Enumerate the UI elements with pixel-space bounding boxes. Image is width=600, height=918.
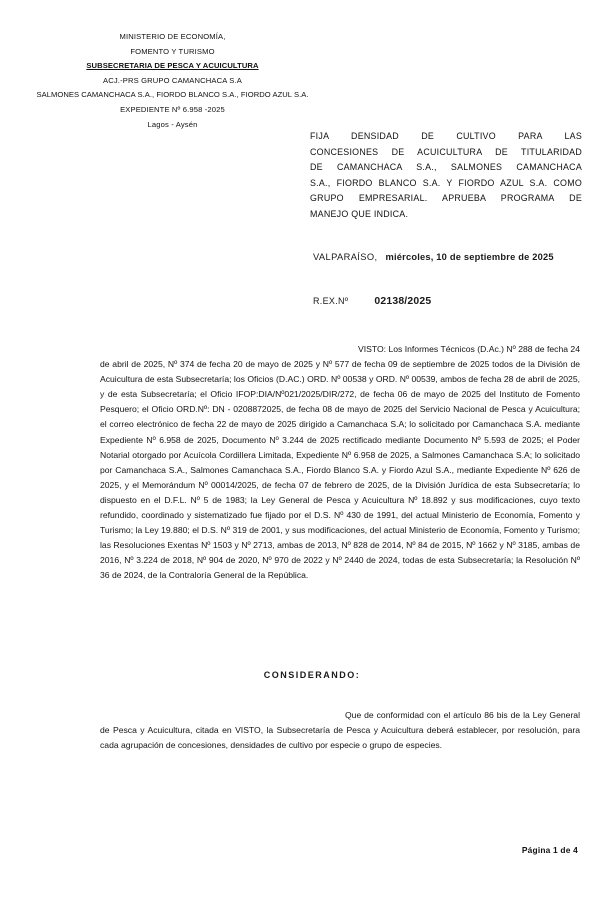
header-group-reference: ACJ.-PRS GRUPO CAMANCHACA S.A <box>103 75 242 85</box>
header-ministry-line2: FOMENTO Y TURISMO <box>130 46 215 56</box>
document-subject-block <box>310 129 582 223</box>
subject-line-3: DE CAMANCHACA S.A., SALMONES CAMANCHACA <box>310 162 582 173</box>
subject-line-4: S.A., FIORDO BLANCO S.A. Y FIORDO AZUL S.A. COMO <box>310 177 582 188</box>
resolution-number-row <box>313 296 431 307</box>
header-regions: Lagos - Aysén <box>147 119 198 129</box>
document-header <box>0 30 345 132</box>
header-expediente: EXPEDIENTE Nº 6.958 -2025 <box>120 104 225 114</box>
issue-date: miércoles, 10 de septiembre de 2025 <box>385 252 554 262</box>
visto-paragraph: VISTO: Los Informes Técnicos (D.Ac.) Nº 288 de fecha 24 de abril de 2025, Nº 374 de fecha 20 de mayo de 2025 y Nº 577 de fecha 09 de septiembre de 2025 todos de la División de Acuicultura de esta Subsecretaría; los Oficios (D.AC.) ORD. Nº 00538 y ORD. Nº 00539, ambos de fecha 28 de abril de 2025, y de esta Subsecretaría; el Oficio IFOP:DIA/Nº021/2025/DIR/272, de fecha 06 de mayo de 2025 del Instituto de Fomento Pesquero; el Oficio ORD.Nº: DN - 0208872025, de fecha 08 de mayo de 2025 del Servicio Nacional de Pesca y Acuicultura; el correo electrónico de fecha 22 de mayo de 2025 dirigido a Camanchaca S.A; lo solicitado por Camanchaca S.A. mediante Expediente Nº 6.958 de 2025, Documento Nº 3.244 de 2025 rectificado mediante Documento Nº 5.593 de 2025; el Poder Notarial otorgado por Acuícola Cordillera Limitada, Expediente Nº 6.958 de 2025, a Salmones Camanchaca S.A; lo solicitado por Camanchaca S.A., Salmones Camanchaca S.A., Fiordo Blanco S.A. y Fiordo Azul S.A., mediante Expediente Nº 626 de 2025, y el Memorándum Nº 00014/2025, de fecha 07 de febrero de 2025, de la División Jurídica de esta Subsecretaría; lo dispuesto en el D.F.L. Nº 5 de 1983; la Ley General de Pesca y Acuicultura Nº 18.892 y sus modificaciones, cuyo texto refundido, coordinado y sistematizado fue fijado por el D.S. Nº 430 de 1991, del actual Ministerio de Economía, Fomento y Turismo; la Ley 19.880; el D.S. Nº 319 de 2001, y sus modificaciones, del actual Ministerio de Economía, Fomento y Turismo; las Resoluciones Exentas Nº 1503 y Nº 2713, ambas de 2013, Nº 828 de 2014, Nº 84 de 2015, Nº 1662 y Nº 3185, ambas de 2016, Nº 3.224 de 2018, Nº 904 de 2020, Nº 970 de 2022 y Nº 2440 de 2024, todas de esta Subsecretaría; la Resolución Nº 36 de 2024, de la Contraloría General de la República. <box>100 344 580 581</box>
header-subsecretaria: SUBSECRETARIA DE PESCA Y ACUICULTURA <box>86 61 259 71</box>
considerando-section <box>100 708 580 753</box>
considerando-paragraph: Que de conformidad con el artículo 86 bis de la Ley General de Pesca y Acuicultura, citada en VISTO, la Subsecretaría de Pesca y Acuicultura deberá establecer, por resolución, para cada agrupación de concesiones, densidades de cultivo por especie o grupo de especies. <box>100 710 580 751</box>
subject-line-1: FIJA DENSIDAD DE CULTIVO PARA LAS <box>310 131 582 141</box>
resolution-number: 02138/2025 <box>374 296 432 307</box>
page-footer: Página 1 de 4 <box>521 845 578 855</box>
subject-line-6: MANEJO QUE INDICA. <box>310 208 409 219</box>
place-and-date <box>313 252 554 262</box>
visto-section <box>100 342 580 584</box>
considerando-heading: CONSIDERANDO: <box>263 670 361 680</box>
header-ministry-line1: MINISTERIO DE ECONOMÍA, <box>119 32 226 41</box>
subject-line-2: CONCESIONES DE ACUICULTURA DE TITULARIDAD <box>310 146 582 157</box>
place-city: VALPARAÍSO, <box>313 252 378 262</box>
header-companies: SALMONES CAMANCHACA S.A., FIORDO BLANCO S.A., FIORDO AZUL S.A. <box>36 90 309 100</box>
resolution-label: R.EX.Nº <box>313 296 349 306</box>
subject-line-5: GRUPO EMPRESARIAL. APRUEBA PROGRAMA DE <box>310 193 582 204</box>
